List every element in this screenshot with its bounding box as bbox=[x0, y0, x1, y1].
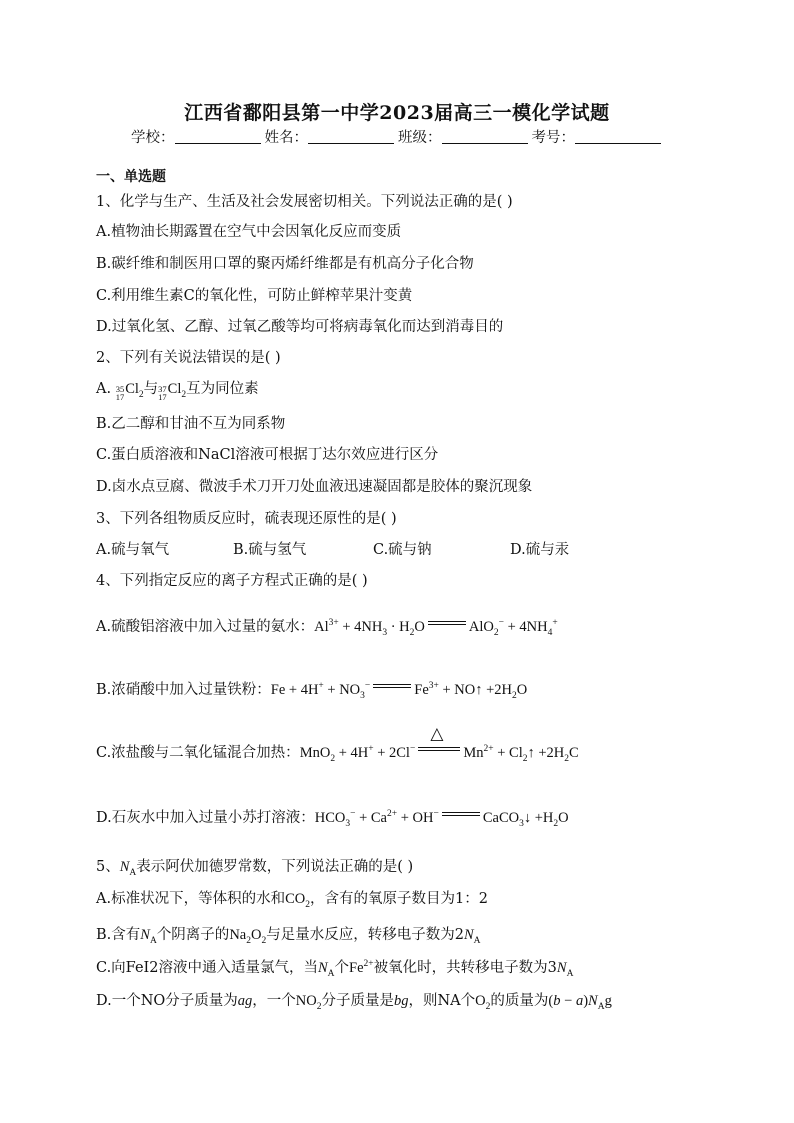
section-heading: 一、单选题 bbox=[96, 169, 166, 185]
q1-option-b: B.碳纤维和制医用口罩的聚丙烯纤维都是有机高分子化合物 bbox=[96, 256, 474, 272]
class-label: 班级： bbox=[398, 130, 442, 146]
page-title: 江西省鄱阳县第一中学2023届高三一模化学试题 bbox=[184, 102, 610, 124]
q2-stem: 2、下列有关说法错误的是( ) bbox=[96, 350, 281, 366]
q5-stem: 5、$N_A$表示阿伏加德罗常数，下列说法正确的是( ) bbox=[96, 859, 414, 878]
school-blank[interactable] bbox=[175, 129, 261, 144]
number-label: 考号： bbox=[531, 130, 575, 146]
q2-option-a: A. 35 17 $Cl_2$与 37 17 $Cl_2$互为同位素 bbox=[96, 381, 259, 402]
q3-option-c: C.硫与钠 bbox=[373, 542, 432, 558]
q1-stem: 1、化学与生产、生活及社会发展密切相关。下列说法正确的是( ) bbox=[96, 194, 513, 210]
equation-c: MnO$_2$ + 4H+ + 2Cl− △ $Mn^{2+}$ + $Cl_2↑ +2H_2C$ bbox=[299, 724, 579, 764]
q3-option-a: A.硫与氧气 bbox=[96, 542, 170, 558]
q1-option-d: D.过氧化氢、乙醇、过氧乙酸等均可将病毒氧化而达到消毒目的 bbox=[96, 319, 504, 335]
equation-b: $Fe + 4H^+ + NO_3^-$ $Fe^{3+}$ + NO↑ $+2H_2O$ bbox=[270, 681, 528, 701]
q4-stem: 4、下列指定反应的离子方程式正确的是( ) bbox=[96, 573, 368, 589]
q3-stem: 3、下列各组物质反应时，硫表现还原性的是( ) bbox=[96, 511, 397, 527]
q5-option-d: D.一个NO分子质量为ag，一个$NO_2$分子质量是bg，则NA个$O_2$的质量为$(b - a)N_Ag$ bbox=[96, 993, 612, 1012]
isotope-formula: 35 17 $Cl_2$与 37 17 $Cl_2$ bbox=[115, 381, 187, 402]
q4-option-c: C.浓盐酸与二氧化锰混合加热：MnO$_2$ + 4H+ + 2Cl− △ $Mn^{2+}$ + $Cl_2↑ +2H_2C$ bbox=[96, 724, 579, 764]
student-info-row bbox=[0, 126, 794, 147]
school-label: 学校： bbox=[131, 130, 175, 146]
q4-option-b: B.浓硝酸中加入过量铁粉：$Fe + 4H^+ + NO_3^-$ $Fe^{3+}$ + NO↑ $+2H_2O$ bbox=[96, 681, 528, 701]
q5-option-b: B.含有$N_A$个阴离子的$Na_2O_2$与足量水反应，转移电子数为$2N_A$ bbox=[96, 927, 481, 946]
name-label: 姓名： bbox=[264, 130, 308, 146]
equation-d: $HCO_3^- + Ca^{2+} + OH^-$ CaCO$_3$↓ $+H_2O$ bbox=[314, 809, 569, 829]
class-blank[interactable] bbox=[442, 129, 528, 144]
q1-option-a: A.植物油长期露置在空气中会因氧化反应而变质 bbox=[96, 224, 402, 240]
equation-a: $Al^{3+} + 4NH_3 \cdot H_2O$ $AlO_2^- + 4NH_4^+$ bbox=[314, 618, 558, 638]
q5-option-c: C.向FeI2溶液中通入适量氯气，当$N_A$个$Fe^{2+}$被氧化时，共转移电子数为$3N_A$ bbox=[96, 959, 574, 979]
q2-option-b: B.乙二醇和甘油不互为同系物 bbox=[96, 416, 286, 432]
q4-option-d: D.石灰水中加入过量小苏打溶液：$HCO_3^- + Ca^{2+} + OH^-$ CaCO$_3$↓ $+H_2O$ bbox=[96, 809, 569, 829]
q1-option-c: C.利用维生素C的氧化性，可防止鲜榨苹果汁变黄 bbox=[96, 288, 413, 304]
number-blank[interactable] bbox=[575, 129, 661, 144]
q5-option-a: A.标准状况下，等体积的水和$CO_2$，含有的氧原子数目为1：2 bbox=[96, 891, 488, 910]
q2-option-c: C.蛋白质溶液和NaCl溶液可根据丁达尔效应进行区分 bbox=[96, 447, 439, 463]
q3-options bbox=[96, 538, 569, 559]
name-blank[interactable] bbox=[308, 129, 394, 144]
q2-option-d: D.卤水点豆腐、微波手术刀开刀处血液迅速凝固都是胶体的聚沉现象 bbox=[96, 479, 533, 495]
q4-option-a: A.硫酸铝溶液中加入过量的氨水：$Al^{3+} + 4NH_3 \cdot H_2O$ $AlO_2^- + 4NH_4^+$ bbox=[96, 618, 558, 638]
q3-option-b: B.硫与氢气 bbox=[233, 542, 307, 558]
q3-option-d: D.硫与汞 bbox=[510, 542, 570, 558]
